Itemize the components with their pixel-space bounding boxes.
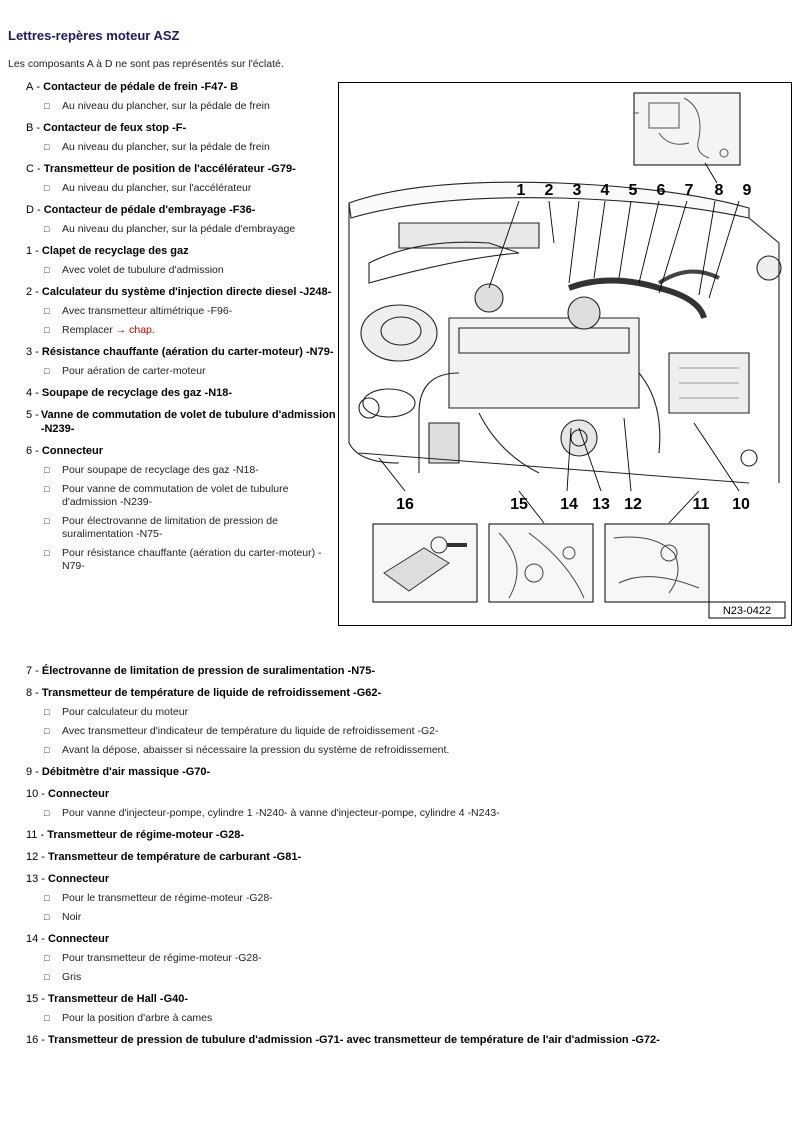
detail-text: Avec transmetteur d'indicateur de température du liquide de refroidissement -G2- [62,725,439,737]
component-entry [26,285,336,337]
entry-number: 15 [26,993,39,1005]
entry-detail [44,892,786,905]
entry-label: Résistance chauffante (aération du carter-moteur) -N79- [41,346,334,358]
engine-diagram [338,82,792,626]
detail-text: Pour résistance chauffante (aération du carter-moteur) -N79- [62,547,322,572]
detail-text: Pour transmetteur de régime-moteur -G28- [62,952,262,964]
entry-detail [44,324,336,337]
figure-reference: N23-0422 [722,605,772,617]
entry-label: Transmetteur de température de carburant -G81- [48,851,302,863]
detail-text: Avec volet de tubulure d'admission [62,264,224,276]
callout-7: 7 [684,182,694,199]
entry-detail [44,305,336,318]
entry-number: 11 [26,829,38,841]
component-list [26,80,336,581]
engine-bay-illustration [349,182,781,483]
entry-detail [44,807,786,820]
component-entry [26,765,786,779]
bullet-icon: □ [44,953,50,963]
entry-detail [44,264,336,277]
callout-14: 14 [560,496,578,513]
detail-text: Avec transmetteur altimétrique -F96- [62,305,233,317]
component-entry [26,992,786,1025]
callout-4: 4 [600,182,610,199]
intro-note: Les composants A à D ne sont pas représentés sur l'éclaté. [8,58,284,70]
component-entry [26,121,336,154]
detail-text: Au niveau du plancher, sur la pédale de frein [62,141,270,153]
component-entry [26,203,336,236]
entry-number: 13 [26,873,39,885]
callout-5: 5 [628,182,638,199]
entry-heading: 16 - Transmetteur de pression de tubulure d'admission -G71- avec transmetteur de température de l'air d'admission -G72- [26,1034,660,1046]
entry-detail [44,464,336,477]
bullet-icon: □ [44,183,50,193]
entry-label: Transmetteur de régime-moteur -G28- [47,829,245,841]
entry-label: Transmetteur de position de l'accélérateur -G79- [43,163,296,175]
entry-detail [44,515,336,541]
entry-detail [44,547,336,573]
component-entry [26,872,786,924]
entry-heading: 3 - Résistance chauffante (aération du carter-moteur) -N79- [26,346,334,358]
detail-text: Noir [62,911,82,923]
entry-heading: 11 - Transmetteur de régime-moteur -G28- [26,829,245,841]
entry-detail [44,223,336,236]
entry-heading: 1 - Clapet de recyclage des gaz [26,245,189,257]
detail-text: Pour soupape de recyclage des gaz -N18- [62,464,259,476]
entry-detail [44,952,786,965]
bullet-icon: □ [44,548,50,558]
entry-label: Contacteur de feux stop -F- [43,122,187,134]
entry-number: 2 [26,286,33,298]
entry-number: 16 [26,1034,39,1046]
bullet-icon: □ [44,707,50,717]
entry-detail [44,911,786,924]
callout-3: 3 [572,182,582,199]
entry-label: Soupape de recyclage des gaz -N18- [41,387,233,399]
bullet-icon: □ [44,265,50,275]
entry-label: Vanne de commutation de volet de tubulure d'admission -N239- [40,409,336,435]
component-entry [26,932,786,984]
entry-label: Contacteur de pédale d'embrayage -F36- [43,204,256,216]
entry-number: 12 [26,851,39,863]
entry-heading: 15 - Transmetteur de Hall -G40- [26,993,189,1005]
bullet-icon: □ [44,325,50,335]
entry-label: Contacteur de pédale de frein -F47- B [43,81,239,93]
detail-text: Pour la position d'arbre à cames [62,1012,213,1024]
entry-number: D [26,204,34,216]
detail-text: Avant la dépose, abaisser si nécessaire la pression du système de refroidissement. [62,744,450,756]
component-entry [26,408,336,436]
bullet-icon: □ [44,465,50,475]
entry-detail [44,141,336,154]
entry-label: Transmetteur de température de liquide de refroidissement -G62- [41,687,382,699]
callout-11: 11 [692,496,710,513]
entry-heading: B - Contacteur de feux stop -F- [26,122,187,134]
entry-detail [44,182,336,195]
entry-label: Calculateur du système d'injection directe diesel -J248- [41,286,332,298]
component-entry [26,686,786,757]
entry-number: 14 [26,933,39,945]
inset-detail-15 [489,524,593,602]
inset-detail-8 [634,93,740,165]
callout-6: 6 [656,182,666,199]
detail-text: Pour vanne de commutation de volet de tubulure d'admission -N239- [62,483,289,508]
callout-13: 13 [592,496,610,513]
entry-detail [44,744,786,757]
component-list-wide [26,664,786,1055]
entry-heading: 14 - Connecteur [26,933,110,945]
entry-label: Débitmètre d'air massique -G70- [41,766,211,778]
entry-detail [44,706,786,719]
detail-text: Pour électrovanne de limitation de pression de suralimentation -N75- [62,515,278,540]
component-entry [26,386,336,400]
entry-heading: 5 - Vanne de commutation de volet de tubulure d'admission -N239- [26,409,336,435]
entry-detail [44,1012,786,1025]
callout-2: 2 [544,182,554,199]
entry-number: 1 [26,245,33,257]
component-entry [26,345,336,378]
entry-label: Connecteur [48,788,110,800]
entry-heading: 13 - Connecteur [26,873,110,885]
entry-detail [44,483,336,509]
component-entry [26,244,336,277]
callout-10: 10 [732,496,750,513]
bullet-icon: □ [44,306,50,316]
entry-number: C [26,163,34,175]
bullet-icon: □ [44,224,50,234]
entry-label: Connecteur [48,933,110,945]
detail-text: Pour aération de carter-moteur [62,365,206,377]
entry-heading: C - Transmetteur de position de l'accélérateur -G79- [26,163,296,175]
page-title: Lettres-repères moteur ASZ [8,28,180,43]
entry-detail [44,725,786,738]
callout-9: 9 [742,182,752,199]
entry-detail [44,100,336,113]
detail-text: Pour le transmetteur de régime-moteur -G28- [62,892,273,904]
bullet-icon: □ [44,1013,50,1023]
entry-label: Connecteur [48,873,110,885]
entry-detail [44,365,336,378]
callout-15: 15 [510,496,528,513]
callout-8: 8 [714,182,724,199]
callout-16: 16 [396,496,414,513]
entry-label: Clapet de recyclage des gaz [41,245,189,257]
component-entry [26,664,786,678]
bullet-icon: □ [44,366,50,376]
entry-number: 9 [26,766,33,778]
entry-heading: 10 - Connecteur [26,788,110,800]
detail-text: Au niveau du plancher, sur la pédale de frein [62,100,270,112]
entry-number: 8 [26,687,33,699]
entry-number: 3 [26,346,33,358]
entry-heading: 8 - Transmetteur de température de liquide de refroidissement -G62- [26,687,382,699]
detail-text: Pour vanne d'injecteur-pompe, cylindre 1 -N240- à vanne d'injecteur-pompe, cylindre 4 -N243- [62,807,500,819]
detail-text: Pour calculateur du moteur [62,706,189,718]
entry-number: 6 [26,445,33,457]
bullet-icon: □ [44,912,50,922]
entry-number: 5 [26,409,33,421]
entry-number: 7 [26,665,33,677]
entry-detail [44,971,786,984]
bullet-icon: □ [44,101,50,111]
entry-label: Électrovanne de limitation de pression de suralimentation -N75- [41,665,376,677]
bullet-icon: □ [44,808,50,818]
bullet-icon: □ [44,726,50,736]
detail-text: Au niveau du plancher, sur l'accélérateur [62,182,252,194]
component-entry [26,444,336,573]
bullet-icon: □ [44,893,50,903]
component-entry [26,162,336,195]
component-entry [26,1033,786,1047]
component-entry [26,80,336,113]
bullet-icon: □ [44,972,50,982]
chapter-link[interactable]: → chap. [115,324,155,336]
detail-text: Au niveau du plancher, sur la pédale d'embrayage [62,223,296,235]
entry-heading: D - Contacteur de pédale d'embrayage -F36- [26,204,256,216]
entry-label: Transmetteur de Hall -G40- [48,993,189,1005]
bullet-icon: □ [44,745,50,755]
component-entry [26,828,786,842]
detail-text: Gris [62,971,82,983]
component-entry [26,850,786,864]
entry-number: B [26,122,34,134]
entry-number: 10 [26,788,39,800]
entry-heading: 6 - Connecteur [26,445,104,457]
callout-1: 1 [516,182,526,199]
detail-text: Remplacer [62,324,113,336]
entry-heading: 4 - Soupape de recyclage des gaz -N18- [26,387,233,399]
entry-heading: 7 - Électrovanne de limitation de pression de suralimentation -N75- [26,665,376,677]
entry-number: A [26,81,34,93]
entry-number: 4 [26,387,33,399]
entry-heading: 9 - Débitmètre d'air massique -G70- [26,766,211,778]
entry-label: Connecteur [41,445,104,457]
inset-detail-11 [605,524,709,602]
bullet-icon: □ [44,484,50,494]
entry-heading: A - Contacteur de pédale de frein -F47- B [26,81,239,93]
entry-label: Transmetteur de pression de tubulure d'admission -G71- avec transmetteur de température de l'air d'admission -G72- [48,1034,660,1046]
component-entry [26,787,786,820]
bullet-icon: □ [44,142,50,152]
bullet-icon: □ [44,516,50,526]
entry-heading: 2 - Calculateur du système d'injection directe diesel -J248- [26,286,332,298]
callout-12: 12 [624,496,642,513]
entry-heading: 12 - Transmetteur de température de carburant -G81- [26,851,302,863]
